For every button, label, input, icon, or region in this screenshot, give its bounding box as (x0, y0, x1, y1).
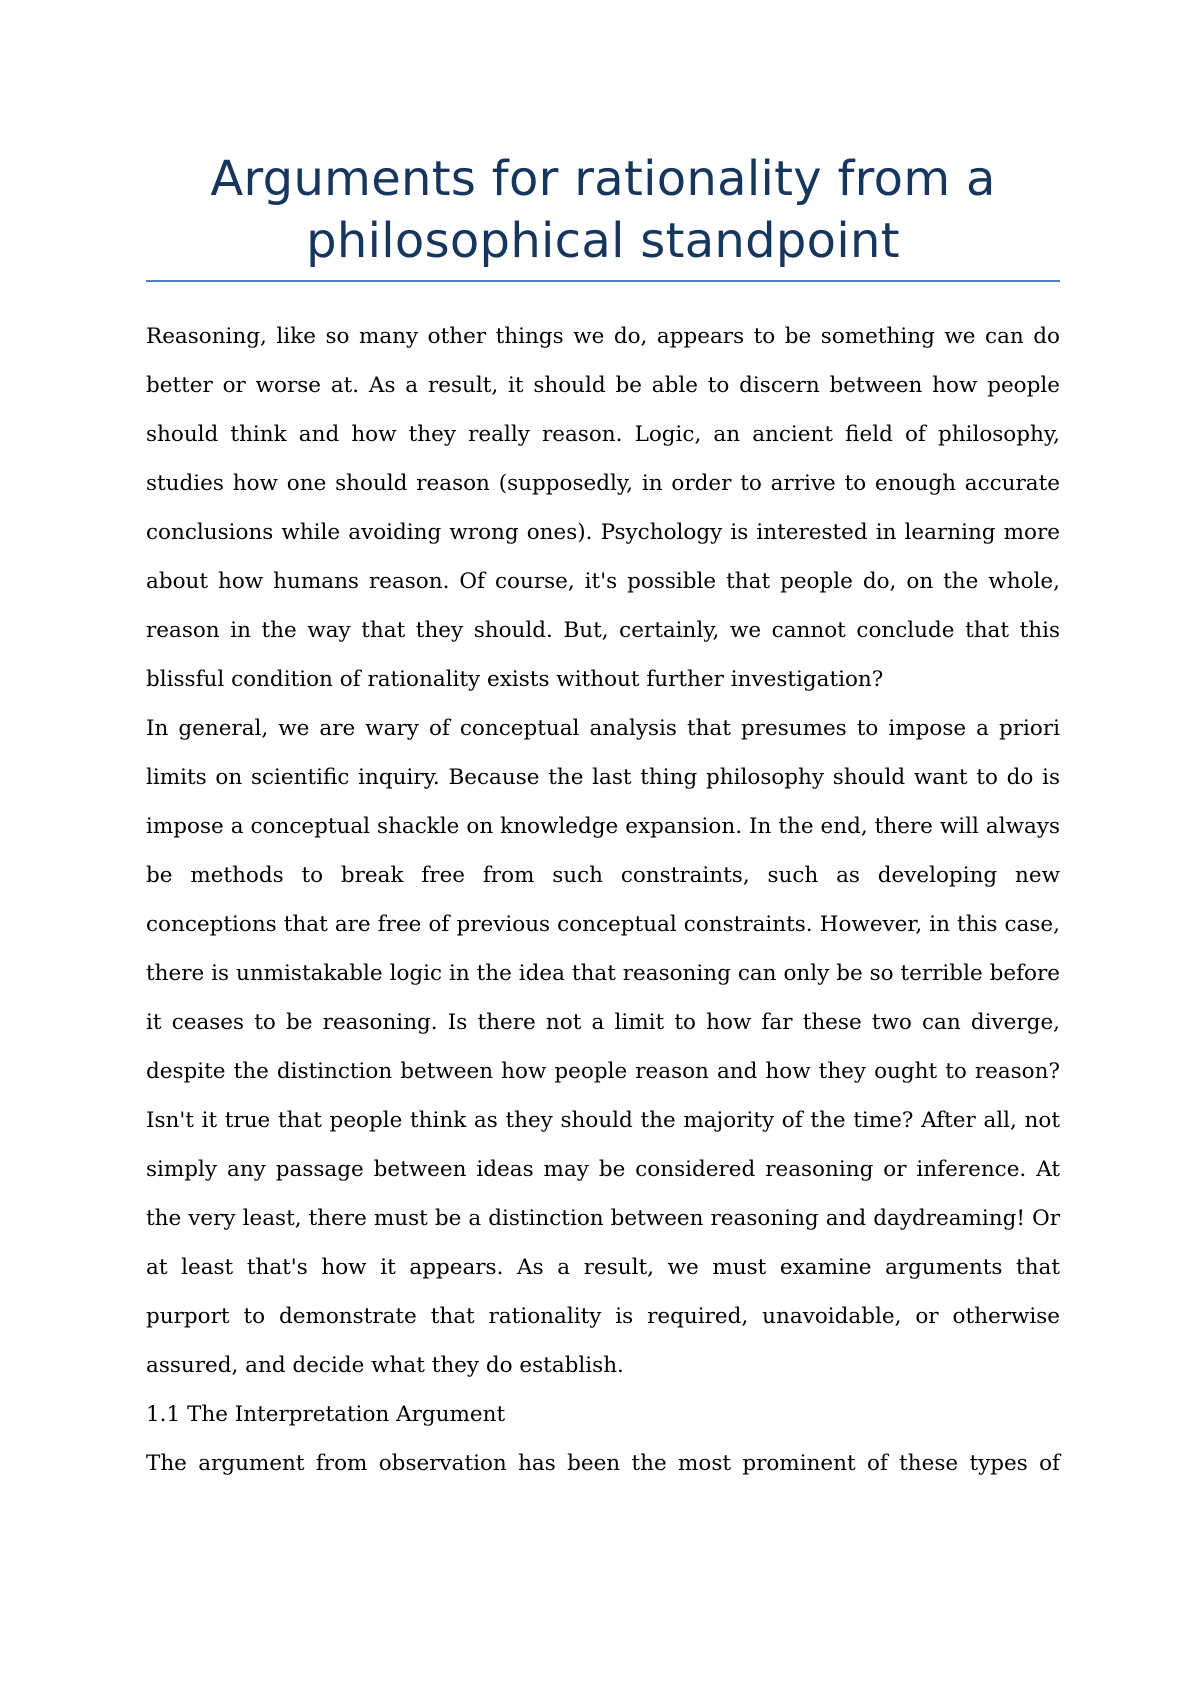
body-paragraph-2: In general, we are wary of conceptual analysis that presumes to impose a priori limits on scientific inquiry. Because the last thing philosophy should want to do is impose a conceptual shackle on knowledge expansion. In the end, there will always be methods to break free from such constraints, such as developing new conceptions that are free of previous conceptual constraints. However, in this case, there is unmistakable logic in the idea that reasoning can only be so terrible before it ceases to be reasoning. Is there not a limit to how far these two can diverge, despite the distinction between how people reason and how they ought to reason? Isn't it true that people think as they should the majority of the time? After all, not simply any passage between ideas may be considered reasoning or inference. At the very least, there must be a distinction between reasoning and daydreaming! Or at least that's how it appears. As a result, we must examine arguments that purport to demonstrate that rationality is required, unavoidable, or otherwise assured, and decide what they do establish. (146, 716, 1060, 1378)
title-underline (146, 280, 1060, 282)
document-title: Arguments for rationality from a philosophical standpoint (210, 151, 996, 269)
body-paragraph-1: Reasoning, like so many other things we do, appears to be something we can do better or worse at. As a result, it should be able to discern between how people should think and how they really reason. Logic, an ancient field of philosophy, studies how one should reason (supposedly, in order to arrive to enough accurate conclusions while avoiding wrong ones). Psychology is interested in learning more about how humans reason. Of course, it's possible that people do, on the whole, reason in the way that they should. But, certainly, we cannot conclude that this blissful condition of rationality exists without further investigation? (146, 324, 1060, 692)
document-page (146, 0, 1060, 1698)
document-body (146, 312, 1060, 1488)
section-heading: 1.1 The Interpretation Argument (146, 1402, 506, 1427)
section-paragraph: The argument from observation has been the most prominent of these types of (146, 1451, 1060, 1476)
